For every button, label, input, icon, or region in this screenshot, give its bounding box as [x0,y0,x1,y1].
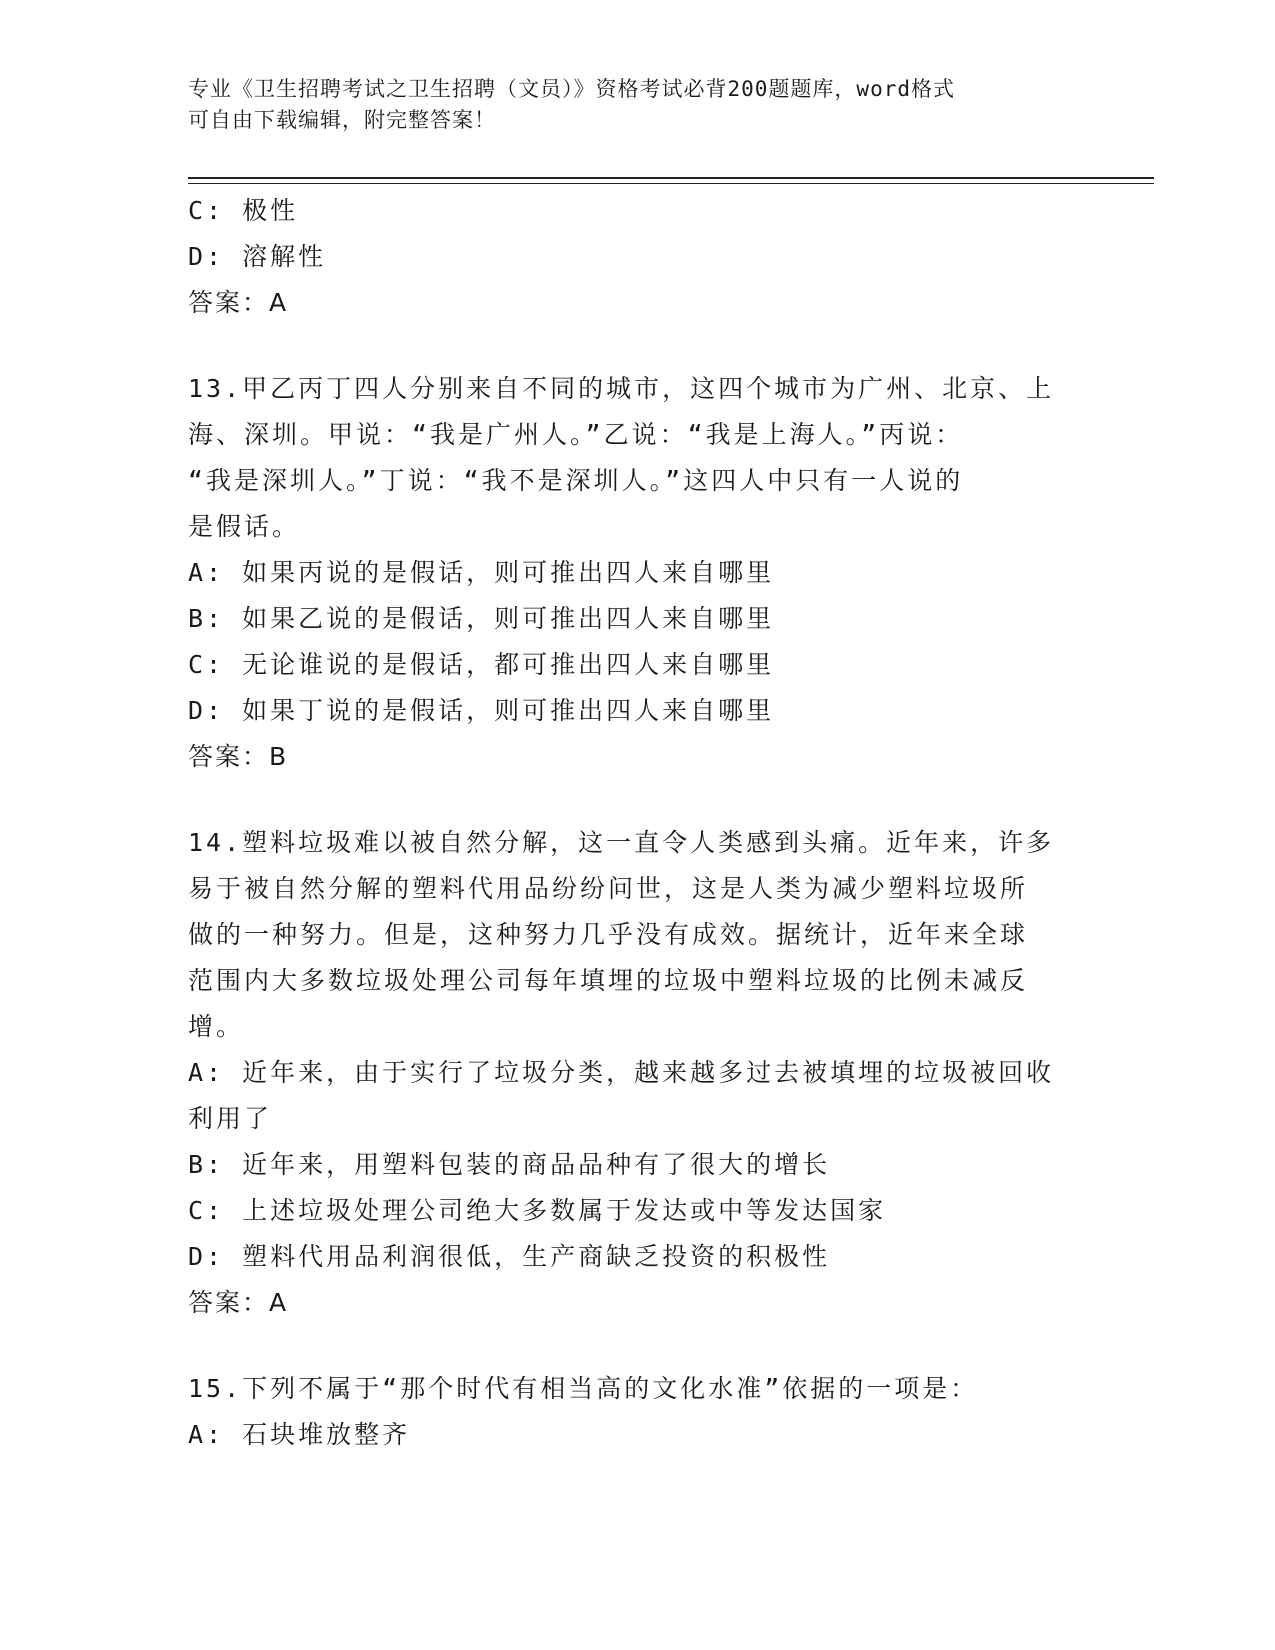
question-stem-line: 是假话。 [188,512,301,541]
question-stem-line: 15.下列不属于“那个时代有相当高的文化水准”依据的一项是： [188,1374,979,1403]
question-stem-line: 14.塑料垃圾难以被自然分解，这一直令人类感到头痛。近年来，许多 [188,828,1055,857]
option-d: D: 塑料代用品利润很低，生产商缺乏投资的积极性 [188,1242,831,1271]
question-stem-line: 13.甲乙丙丁四人分别来自不同的城市，这四个城市为广州、北京、上 [188,374,1055,403]
answer-line: 答案：A [188,1288,289,1317]
question-14 [188,820,1088,1326]
question-stem-line: “我是深圳人。”丁说：“我不是深圳人。”这四人中只有一人说的 [188,466,964,495]
previous-question-tail [188,188,1088,326]
option-b: B: 如果乙说的是假话，则可推出四人来自哪里 [188,604,775,633]
answer-line: 答案：A [188,288,289,317]
option-a: A: 如果丙说的是假话，则可推出四人来自哪里 [188,558,775,587]
header-title-line-1: 专业《卫生招聘考试之卫生招聘（文员）》资格考试必背200题题库，word格式 [188,77,955,101]
document-header [188,74,1068,136]
question-15 [188,1366,1088,1458]
option-c: C: 无论谁说的是假话，都可推出四人来自哪里 [188,650,775,679]
question-stem-line: 易于被自然分解的塑料代用品纷纷问世，这是人类为减少塑料垃圾所 [188,874,1029,903]
option-b: B: 近年来，用塑料包装的商品品种有了很大的增长 [188,1150,831,1179]
header-divider-thin [188,183,1154,184]
option-d: D: 溶解性 [188,242,327,271]
option-c: C: 上述垃圾处理公司绝大多数属于发达或中等发达国家 [188,1196,887,1225]
header-divider-thick [188,177,1154,179]
question-stem-line: 做的一种努力。但是，这种努力几乎没有成效。据统计，近年来全球 [188,920,1029,949]
question-13 [188,366,1088,780]
question-stem-line: 范围内大多数垃圾处理公司每年填埋的垃圾中塑料垃圾的比例未减反 [188,966,1029,995]
option-a-continued: 利用了 [188,1104,273,1133]
option-d: D: 如果丁说的是假话，则可推出四人来自哪里 [188,696,775,725]
option-a: A: 近年来，由于实行了垃圾分类，越来越多过去被填埋的垃圾被回收 [188,1058,1055,1087]
answer-line: 答案：B [188,742,289,771]
question-content [188,188,1088,1458]
header-title-line-2: 可自由下载编辑，附完整答案！ [188,108,496,132]
question-stem-line: 海、深圳。甲说：“我是广州人。”乙说：“我是上海人。”丙说： [188,420,964,449]
option-c: C: 极性 [188,196,299,225]
question-stem-line: 增。 [188,1012,245,1041]
option-a: A: 石块堆放整齐 [188,1420,411,1449]
